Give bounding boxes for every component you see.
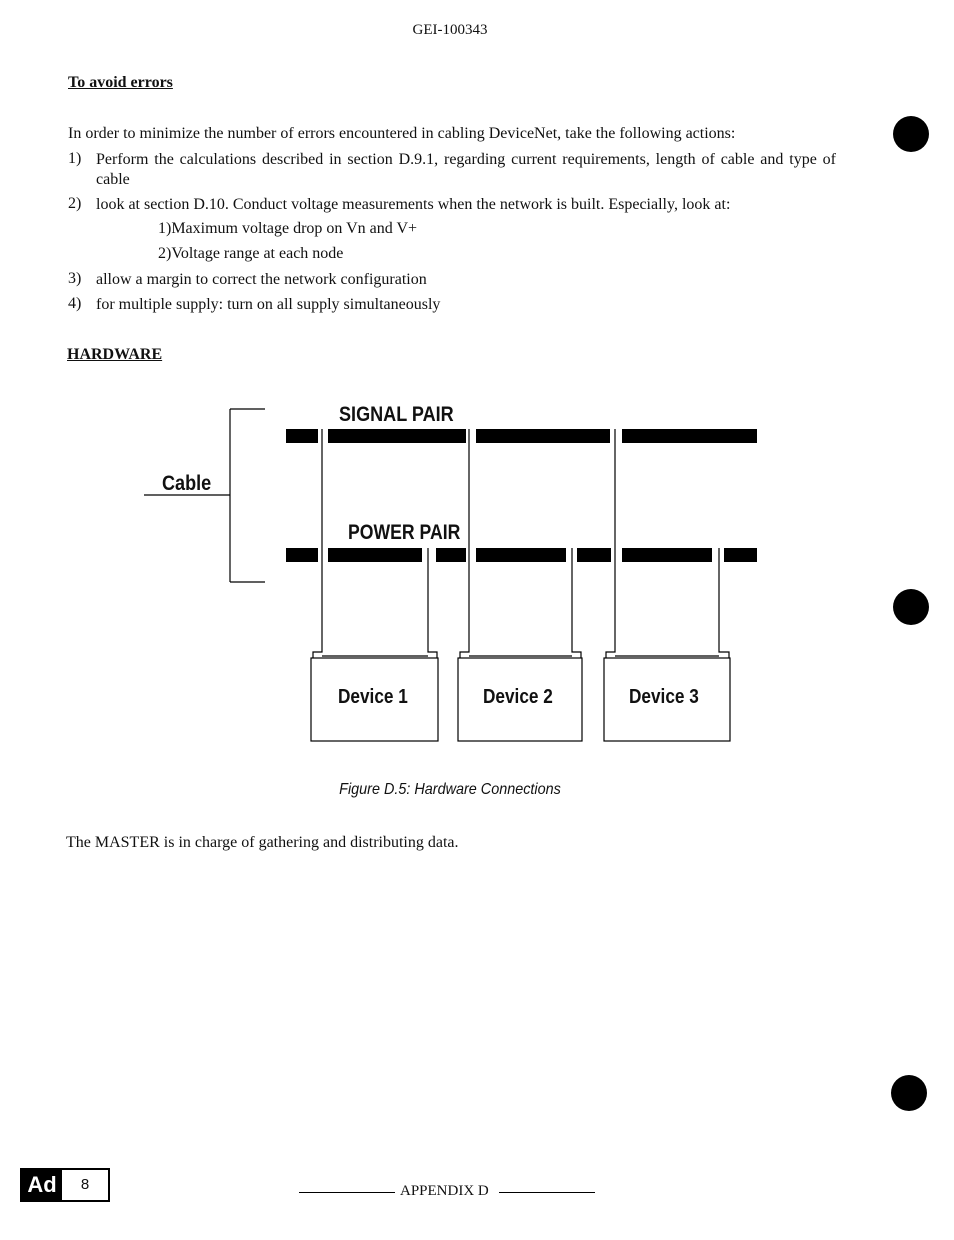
document-id: GEI-100343 bbox=[412, 22, 488, 38]
footer-rule-left bbox=[299, 1192, 395, 1193]
sub-list-item: 1)Maximum voltage drop on Vn and V+ bbox=[158, 220, 418, 237]
device-label-1: Device 1 bbox=[338, 686, 408, 708]
intro-paragraph: In order to minimize the number of errors encountered in cabling DeviceNet, take the following actions: bbox=[68, 125, 736, 142]
list-item: look at section D.10. Conduct voltage measurements when the network is built. Especially, look at: bbox=[96, 196, 731, 213]
list-item: Perform the calculations described in section D.9.1, regarding current requirements, length of cable and type of cable bbox=[96, 151, 836, 188]
signal-pair-label: SIGNAL PAIR bbox=[339, 403, 454, 426]
power-drop-wires bbox=[428, 548, 729, 660]
power-pair-label: POWER PAIR bbox=[348, 521, 461, 544]
list-item-number: 1) bbox=[68, 150, 82, 167]
signal-pair-bar bbox=[286, 429, 757, 443]
revision-marker bbox=[893, 116, 929, 152]
list-item-number: 2) bbox=[68, 195, 82, 212]
footer-page-tab bbox=[20, 1168, 110, 1202]
revision-marker bbox=[891, 1075, 927, 1111]
figure-caption: Figure D.5: Hardware Connections bbox=[339, 781, 561, 798]
revision-marker bbox=[893, 589, 929, 625]
list-item-number: 3) bbox=[68, 270, 82, 287]
device-label-2: Device 2 bbox=[483, 686, 553, 708]
list-item-number: 4) bbox=[68, 295, 82, 312]
footer-section-tab: Ad bbox=[22, 1170, 62, 1200]
device-label-3: Device 3 bbox=[629, 686, 699, 708]
list-item: allow a margin to correct the network configuration bbox=[96, 271, 427, 288]
page-number: 8 bbox=[80, 1176, 90, 1193]
section-title-errors: To avoid errors bbox=[68, 74, 173, 91]
list-item: for multiple supply: turn on all supply simultaneously bbox=[96, 296, 441, 313]
footer-appendix: APPENDIX D bbox=[400, 1183, 489, 1199]
footer-rule-right bbox=[499, 1192, 595, 1193]
closing-paragraph: The MASTER is in charge of gathering and distributing data. bbox=[66, 834, 459, 851]
cable-label: Cable bbox=[162, 472, 212, 495]
sub-list-item: 2)Voltage range at each node bbox=[158, 245, 344, 262]
power-pair-bar bbox=[286, 548, 757, 562]
section-title-hardware: HARDWARE bbox=[67, 346, 163, 363]
